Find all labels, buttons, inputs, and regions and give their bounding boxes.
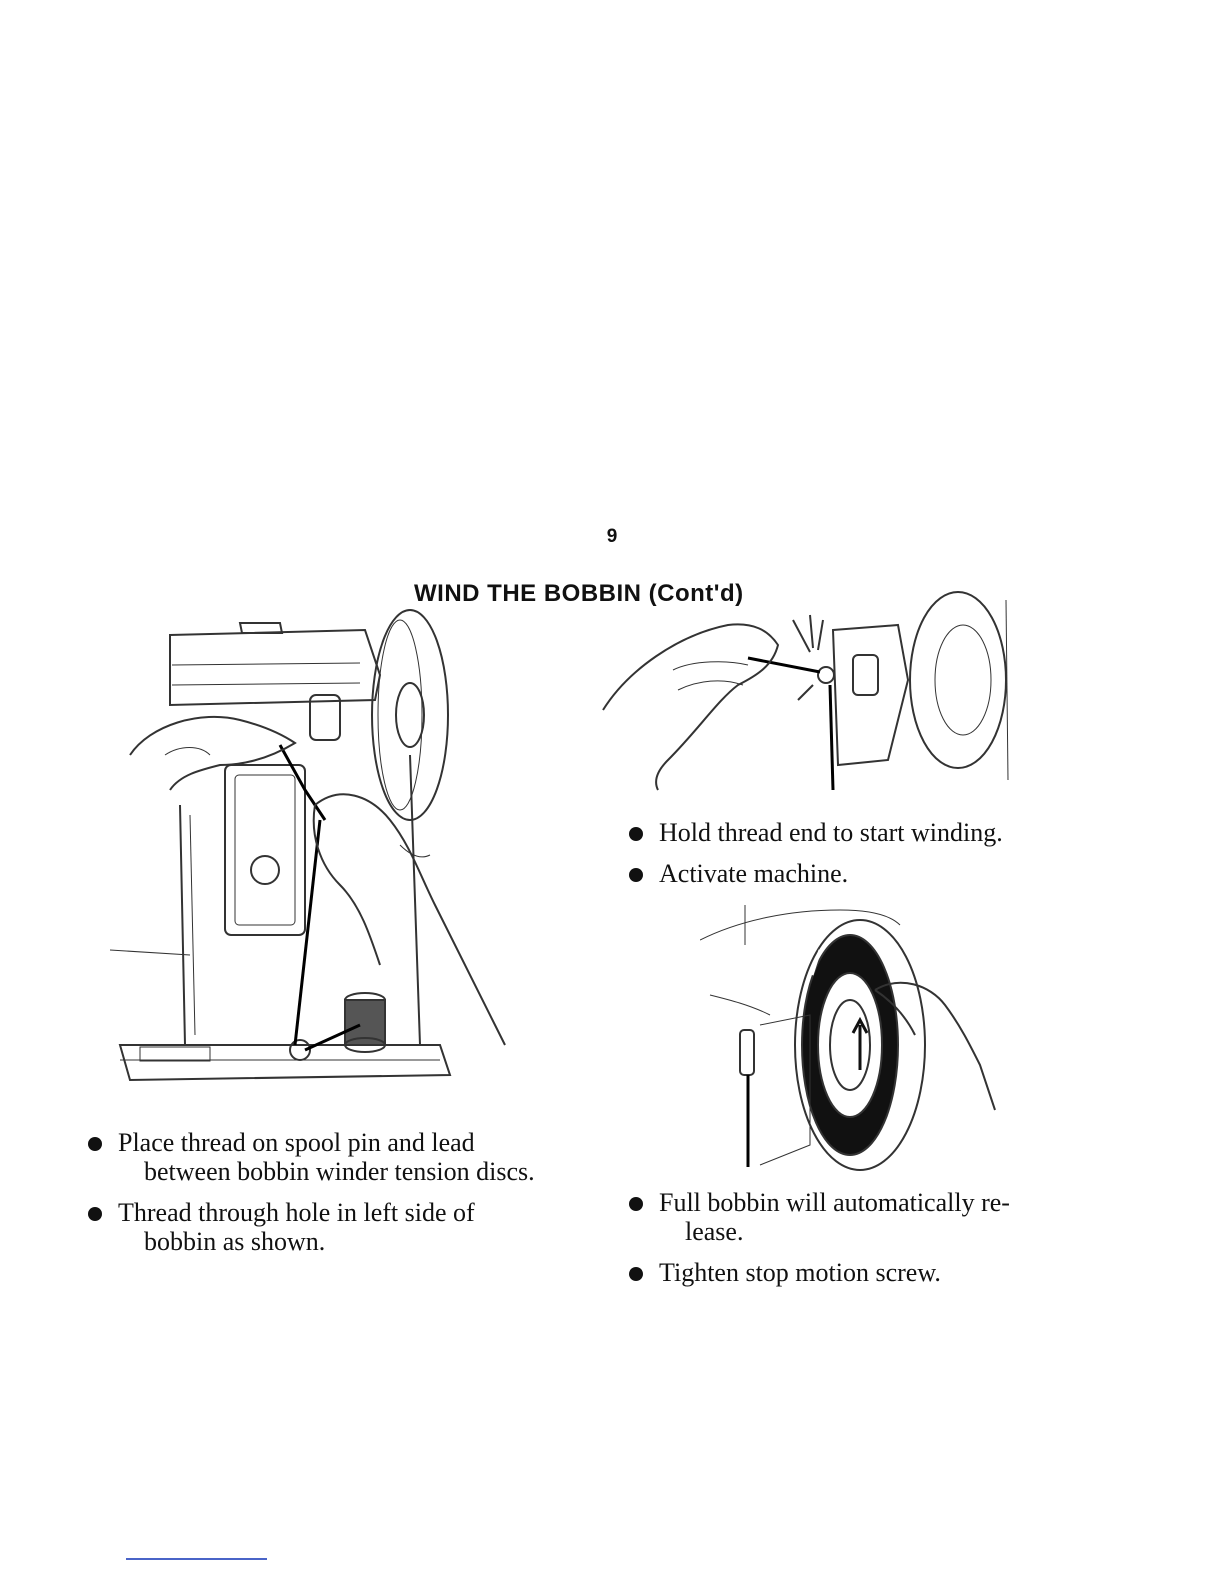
list-item xyxy=(629,859,1109,888)
step-text-rest: between bobbin winder tension discs. xyxy=(144,1157,535,1186)
list-item xyxy=(629,818,1109,847)
sewing-machine-threading-illustration xyxy=(110,605,530,1105)
hold-thread-end-illustration xyxy=(598,590,1018,800)
list-item xyxy=(629,1188,1109,1246)
step-text-rest: lease. xyxy=(685,1217,744,1246)
page-number: 9 xyxy=(606,526,618,547)
step-text: Hold thread end to start winding. xyxy=(659,818,1003,847)
list-item xyxy=(629,1258,1109,1287)
step-text-first: Full bobbin will automatically re- xyxy=(659,1188,1010,1217)
handwheel-illustration xyxy=(700,905,1000,1175)
bullet-icon xyxy=(629,827,643,841)
bullet-icon xyxy=(88,1207,102,1221)
page-title: WIND THE BOBBIN (Cont'd) xyxy=(414,580,744,607)
right-steps-bottom xyxy=(629,1188,1109,1299)
bullet-icon xyxy=(629,1197,643,1211)
step-text-first: Place thread on spool pin and lead xyxy=(118,1128,475,1157)
step-text: Activate machine. xyxy=(659,859,849,888)
bullet-icon xyxy=(88,1137,102,1151)
bullet-icon xyxy=(629,868,643,882)
step-text-rest: bobbin as shown. xyxy=(144,1227,326,1256)
list-item xyxy=(88,1198,566,1256)
right-steps-top xyxy=(629,818,1109,900)
step-text: Tighten stop motion screw. xyxy=(659,1258,941,1287)
bullet-icon xyxy=(629,1267,643,1281)
list-item xyxy=(88,1128,566,1186)
left-steps xyxy=(88,1128,566,1268)
footer-rule xyxy=(126,1558,267,1560)
step-text-first: Thread through hole in left side of xyxy=(118,1198,475,1227)
